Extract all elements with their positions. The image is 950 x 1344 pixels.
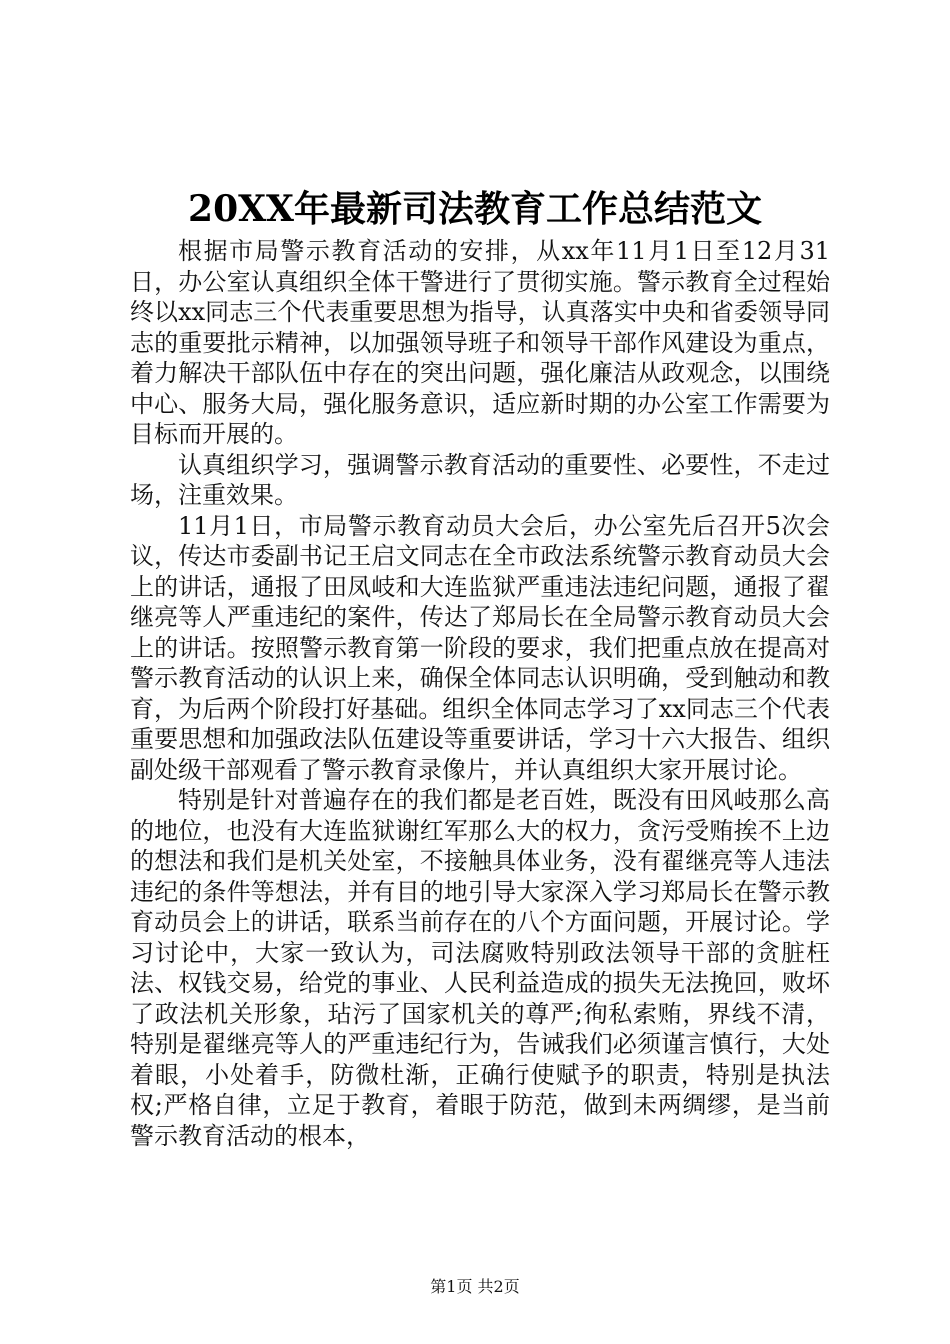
document-title: 20XX年最新司法教育工作总结范文 — [188, 188, 762, 230]
paragraph-2: 认真组织学习，强调警示教育活动的重要性、必要性，不走过场，注重效果。 — [130, 450, 830, 509]
paragraph-4: 特别是针对普遍存在的我们都是老百姓，既没有田风岐那么高的地位，也没有大连监狱谢红军那么大的权力，贪污受贿挨不上边的想法和我们是机关处室，不接触具体业务，没有翟继亮等人违法违纪的条件等想法，并有目的地引导大家深入学习郑局长在警示教育动员会上的讲话，联系当前存在的八个方面问题，开展讨论。学习讨论中，大家一致认为，司法腐败特别政法领导干部的贪脏枉法、权钱交易，给党的事业、人民利益造成的损失无法挽回，败坏了政法机关形象，玷污了国家机关的尊严;徇私索贿，界线不清，特别是翟继亮等人的严重违纪行为，告诫我们必须谨言慎行，大处着眼，小处着手，防微杜渐，正确行使赋予的职责，特别是执法权;严格自律，立足于教育，着眼于防范，做到未两绸缪，是当前警示教育活动的根本， — [130, 786, 830, 1150]
paragraph-3: 11月1日，市局警示教育动员大会后，办公室先后召开5次会议，传达市委副书记王启文同志在全市政法系统警示教育动员大会上的讲话，通报了田凤岐和大连监狱严重违法违纪问题，通报了翟继亮等人严重违纪的案件，传达了郑局长在全局警示教育动员大会上的讲话。按照警示教育第一阶段的要求，我们把重点放在提高对警示教育活动的认识上来，确保全体同志认识明确，受到触动和教育，为后两个阶段打好基础。组织全体同志学习了xx同志三个代表重要思想和加强政法队伍建设等重要讲话，学习十六大报告、组织副处级干部观看了警示教育录像片，并认真组织大家开展讨论。 — [130, 511, 830, 784]
page-number-footer: 第1页 共2页 — [430, 1277, 520, 1296]
paragraph-1: 根据市局警示教育活动的安排，从xx年11月1日至12月31日，办公室认真组织全体干警进行了贯彻实施。警示教育全过程始终以xx同志三个代表重要思想为指导，认真落实中央和省委领导同志的重要批示精神，以加强领导班子和领导干部作风建设为重点，着力解决干部队伍中存在的突出问题，强化廉洁从政观念，以围绕中心、服务大局，强化服务意识，适应新时期的办公室工作需要为目标而开展的。 — [130, 237, 830, 448]
document-body — [130, 236, 830, 1151]
